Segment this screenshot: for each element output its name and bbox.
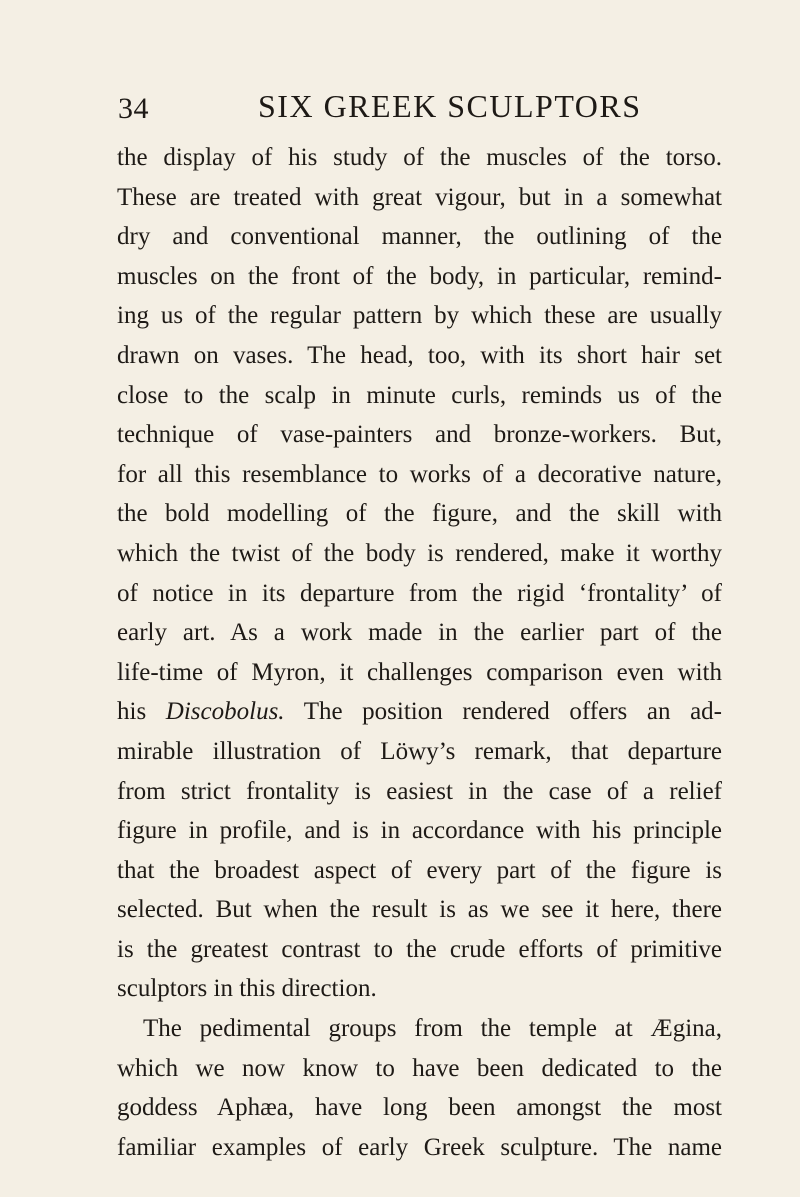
text-line: the bold modelling of the figure, and the skill with: [117, 500, 722, 528]
text-line: ing us of the regular pattern by which these are usually: [117, 302, 722, 330]
paragraph-end-line: sculptors in this direction.: [117, 975, 377, 1003]
text-line: figure in profile, and is in accordance with his principle: [117, 817, 722, 845]
text-line-with-italic: [117, 692, 722, 732]
book-title: SIX GREEK SCULPTORS: [258, 88, 642, 124]
page-number: 34: [118, 92, 149, 125]
text-line: which the twist of the body is rendered, make it worthy: [117, 539, 722, 567]
text-line: mirable illustration of Löwy’s remark, that departure: [117, 737, 722, 765]
text-line: drawn on vases. The head, too, with its short hair set: [117, 341, 722, 369]
text-line: the display of his study of the muscles of the torso.: [117, 144, 722, 171]
text-line: These are treated with great vigour, but in a somewhat: [117, 183, 722, 211]
text-line: that the broadest aspect of every part of the figure is: [117, 856, 722, 884]
text-line: is the greatest contrast to the crude efforts of primitive: [117, 935, 722, 963]
text-line: early art. As a work made in the earlier part of the: [117, 619, 722, 647]
text-line: of notice in its departure from the rigid ‘frontality’ of: [117, 579, 722, 607]
text-line: muscles on the front of the body, in particular, remind-: [117, 262, 722, 290]
text-line: technique of vase-painters and bronze-workers. But,: [117, 421, 722, 449]
text-line: for all this resemblance to works of a decorative nature,: [117, 460, 722, 488]
body-text: [117, 138, 722, 1167]
paragraph-start-line: The pedimental groups from the temple at Ægina,: [143, 1015, 722, 1043]
text-line: life-time of Myron, it challenges comparison even with: [117, 658, 722, 686]
running-head: [118, 88, 678, 128]
text-line: which we now know to have been dedicated to the: [117, 1054, 722, 1082]
text-line: goddess Aphæa, have long been amongst the most: [117, 1094, 722, 1122]
italic-title-discobolus: Discobolus.: [165, 698, 285, 726]
text-line: close to the scalp in minute curls, reminds us of the: [117, 381, 722, 409]
text-segment: The position rendered offers an ad-: [284, 698, 722, 726]
text-line: familiar examples of early Greek sculpture. The name: [117, 1133, 722, 1161]
text-line: dry and conventional manner, the outlining of the: [117, 223, 722, 251]
text-line: from strict frontality is easiest in the case of a relief: [117, 777, 722, 805]
text-segment: his: [117, 698, 166, 726]
text-line: selected. But when the result is as we see it here, there: [117, 896, 722, 924]
